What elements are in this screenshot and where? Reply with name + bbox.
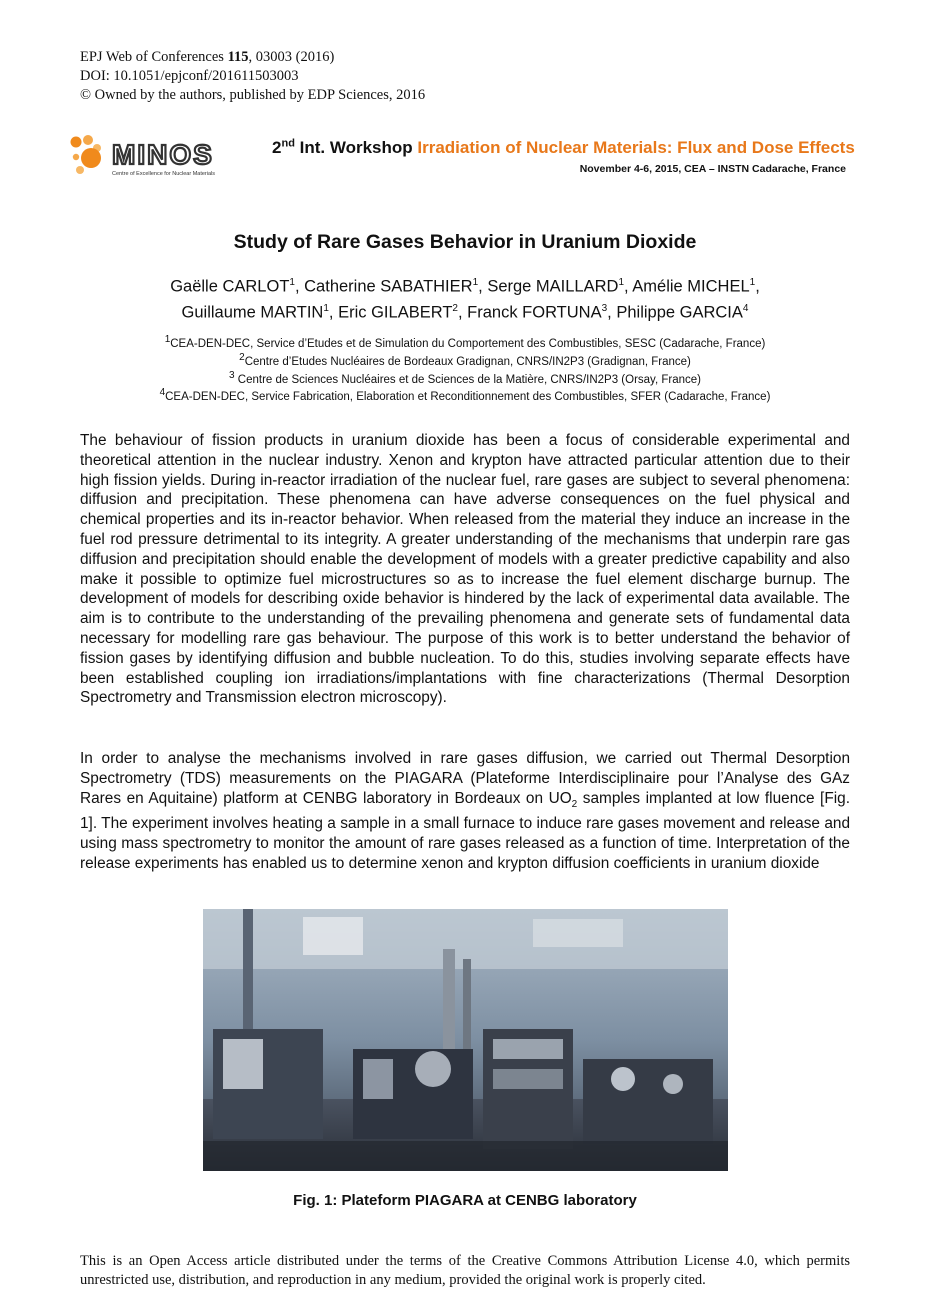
author-affiliation-mark: 3 — [601, 302, 608, 314]
author-affiliation-mark: 4 — [742, 302, 749, 314]
author-name: Guillaume MARTIN — [181, 303, 324, 321]
author-separator: , — [755, 277, 760, 296]
author-separator: , — [478, 277, 488, 296]
publication-metadata — [80, 48, 425, 105]
affiliation-number: 4 — [159, 387, 166, 399]
author-separator: , — [624, 277, 633, 296]
logo-dots-icon — [71, 135, 102, 174]
license-notice: This is an Open Access article distributed under the terms of the Creative Commons Attribution License 4.0, which permits unrestricted use, distribution, and reproduction in any medium, provided the original work is properly cited. — [80, 1253, 850, 1288]
author-affiliation-mark: 1 — [323, 302, 329, 314]
affiliation-text: CEA-DEN-DEC, Service d’Etudes et de Simulation du Comportement des Combustibles, SESC (Cadarache, France) — [170, 337, 766, 350]
figure-caption: Fig. 1: Plateform PIAGARA at CENBG laboratory — [293, 1192, 637, 1209]
affiliation-text: CEA-DEN-DEC, Service Fabrication, Elaboration et Reconditionnement des Combustibles, SFER (Cadarache, France) — [165, 391, 771, 404]
doi-line: DOI: 10.1051/epjconf/201611503003 — [80, 68, 299, 84]
author-separator: , — [294, 277, 305, 296]
logo-subtitle: Centre of Excellence for Nuclear Materials — [112, 171, 216, 177]
affiliation-line — [0, 351, 930, 369]
affiliation-text: Centre de Sciences Nucléaires et de Sciences de la Matière, CNRS/IN2P3 (Orsay, France) — [234, 373, 701, 386]
author-affiliation-mark: 1 — [749, 277, 756, 288]
author-list — [0, 272, 930, 323]
author-affiliation-mark: 1 — [472, 277, 479, 288]
journal-citation: EPJ Web of Conferences 115, 03003 (2016) — [80, 49, 335, 65]
body-paragraph-2: In order to analyse the mechanisms involved in rare gases diffusion, we carried out Thermal Desorption Spectrometry (TDS) measurements on the PIAGARA (Plateforme Interdisciplinaire pour l’Analyse des GAz Rares en Aquitaine) platform at CENBG laboratory in Bordeaux on $UO_2$ samples implanted at low fluence [Fig. 1]. The experiment involves heating a sample in a small furnace to induce rare gases movement and release and using mass spectrometry to monitor the amount of rare gases released as a function of time. Interpretation of the release experiments has enabled us to determine xenon and krypton diffusion coefficients in uranium dioxide — [80, 750, 850, 873]
figure-1-lab-photo — [203, 909, 728, 1171]
author-affiliation-mark: 1 — [289, 277, 295, 288]
affiliation-list — [0, 333, 930, 404]
author-name: Eric GILABERT — [338, 303, 453, 321]
body-paragraph-1: The behaviour of fission products in uranium dioxide has been a focus of considerable experimental and theoretical attention in the nuclear industry. Xenon and krypton have attracted particular attention due to their high fission yields. During in-reactor irradiation of the nuclear fuel, rare gases are subject to several phenomena: diffusion and precipitation. These phenomena can have adverse consequences on the fuel physical and chemical properties and its in-reactor behavior. When released from the material they induce an increase in the fuel rod pressure detrimental to its integrity. A greater understanding of the mechanisms that underpin rare gas diffusion and precipitation should enable the development of models with a greater predictive capability and also make it possible to optimize fuel microstructures so as to increase the fuel element discharge burnup. The development of models for describing oxide behavior is hindered by the lack of experimental data available. The aim is to contribute to the understanding of the prevailing phenomena and generate sets of fundamental data necessary for modelling rare gas behaviour. The purpose of this work is to better understand the behavior of fission gases by identifying diffusion and bubble nucleation. To do this, studies involving separate effects have been established coupling ion irradiations/implantations with fine characterizations (Thermal Desorption Spectrometry and Transmission electron microscopy). — [80, 432, 850, 707]
author-line-1 — [0, 272, 930, 298]
author-affiliation-mark: 1 — [618, 277, 625, 288]
copyright-line: © Owned by the authors, published by EDP Sciences, 2016 — [80, 87, 426, 103]
workshop-banner: 2nd Int. Workshop Irradiation of Nuclear Materials: Flux and Dose Effects — [272, 137, 855, 157]
logo-wordmark: MINOS — [112, 139, 214, 170]
author-affiliation-mark: 2 — [452, 302, 458, 314]
author-name: Serge MAILLARD — [487, 277, 619, 296]
minos-logo — [70, 134, 250, 180]
author-separator: , — [457, 303, 468, 321]
affiliation-number: 2 — [239, 351, 245, 363]
workshop-date: November 4-6, 2015, CEA – INSTN Cadarache, France — [579, 163, 846, 175]
affiliation-line — [0, 369, 930, 387]
paper-title: Study of Rare Gases Behavior in Uranium Dioxide — [233, 231, 697, 253]
affiliation-text: Centre d’Etudes Nucléaires de Bordeaux Gradignan, CNRS/IN2P3 (Gradignan, France) — [244, 355, 691, 368]
author-name: Amélie MICHEL — [632, 277, 750, 296]
author-separator: , — [328, 303, 339, 321]
affiliation-line — [0, 333, 930, 351]
author-separator: , — [607, 303, 617, 321]
author-line-2 — [0, 298, 930, 324]
affiliation-number: 1 — [164, 334, 171, 345]
workshop-topic: Irradiation of Nuclear Materials: Flux and Dose Effects — [417, 138, 855, 157]
author-name: Franck FORTUNA — [467, 303, 602, 321]
author-name: Catherine SABATHIER — [304, 277, 473, 296]
affiliation-number: 3 — [229, 369, 235, 381]
affiliation-line — [0, 386, 930, 404]
author-name: Gaëlle CARLOT — [170, 277, 290, 296]
author-name: Philippe GARCIA — [616, 303, 743, 321]
